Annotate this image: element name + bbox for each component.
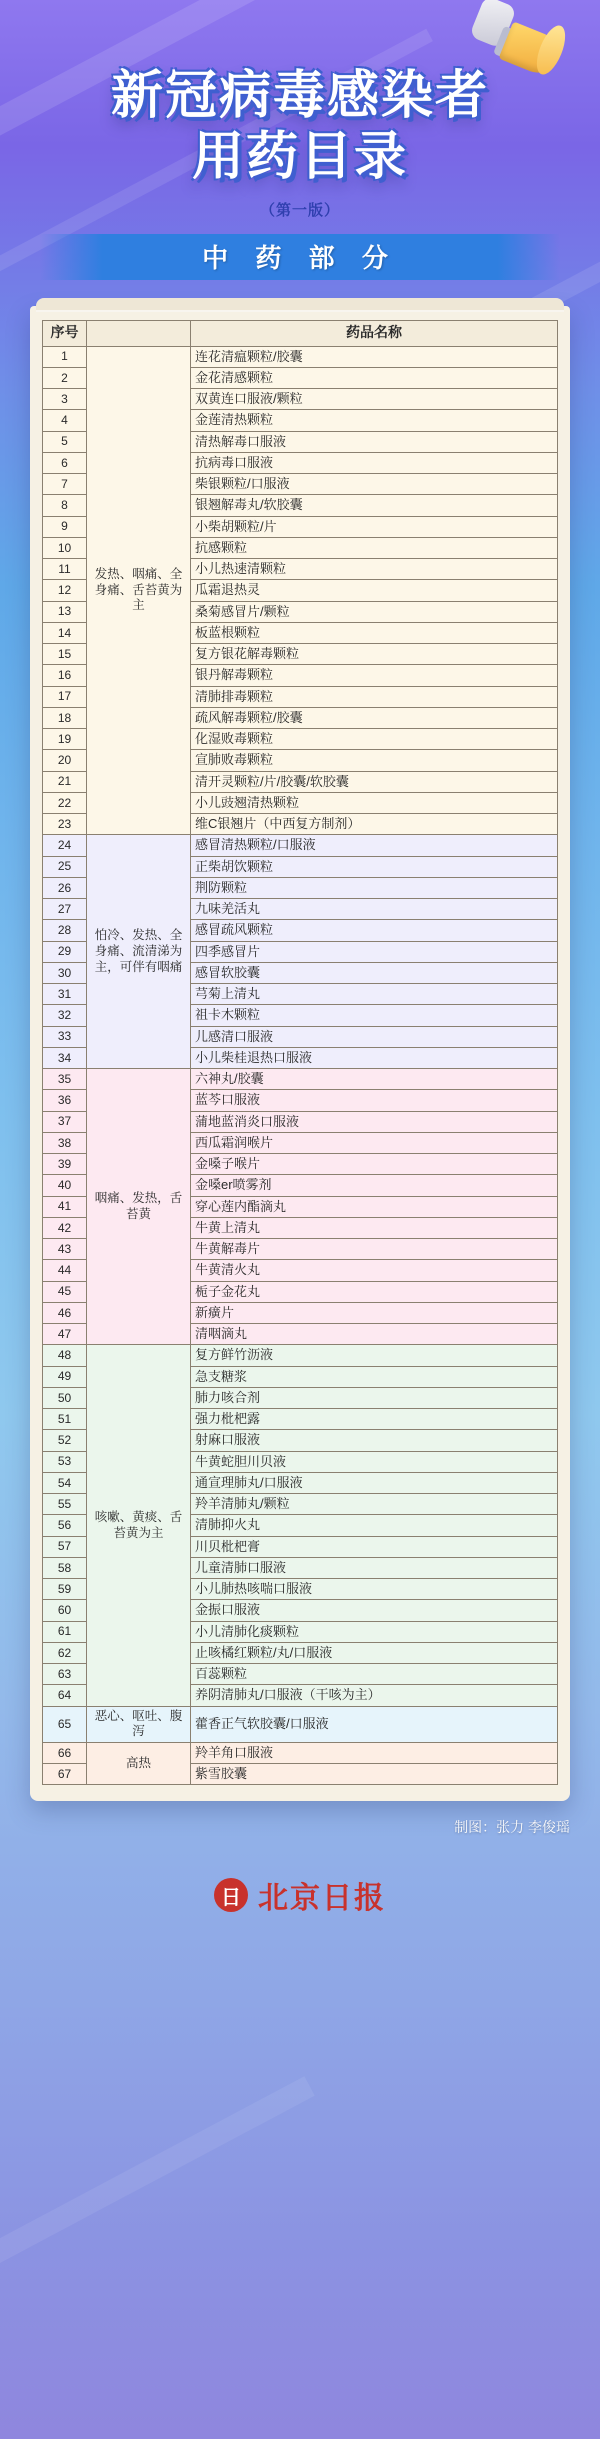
cell-index: 39 [43,1154,87,1175]
cell-index: 15 [43,644,87,665]
cell-index: 65 [43,1706,87,1742]
cell-index: 54 [43,1472,87,1493]
cell-index: 18 [43,707,87,728]
cell-drug-name: 儿感清口服液 [191,1026,558,1047]
cell-index: 9 [43,516,87,537]
cell-drug-name: 川贝枇杷膏 [191,1536,558,1557]
cell-index: 43 [43,1239,87,1260]
cell-drug-name: 宣肺败毒颗粒 [191,750,558,771]
cell-index: 25 [43,856,87,877]
cell-index: 17 [43,686,87,707]
header-group [87,320,191,346]
cell-drug-name: 感冒清热颗粒/口服液 [191,835,558,856]
cell-drug-name: 感冒软胶囊 [191,962,558,983]
cell-drug-name: 小儿柴桂退热口服液 [191,1047,558,1068]
cell-index: 4 [43,410,87,431]
cell-drug-name: 芎菊上清丸 [191,984,558,1005]
title-line-1: 新冠病毒感染者 [110,66,489,126]
cell-index: 3 [43,389,87,410]
table-row [43,835,558,856]
cell-index: 57 [43,1536,87,1557]
cell-index: 24 [43,835,87,856]
cell-index: 62 [43,1642,87,1663]
cell-drug-name: 清咽滴丸 [191,1324,558,1345]
cell-index: 60 [43,1600,87,1621]
cell-drug-name: 百蕊颗粒 [191,1664,558,1685]
cell-index: 53 [43,1451,87,1472]
title-block [0,0,600,280]
cell-drug-name: 银翘解毒丸/软胶囊 [191,495,558,516]
cell-index: 22 [43,792,87,813]
cell-drug-name: 小柴胡颗粒/片 [191,516,558,537]
cell-drug-name: 清肺抑火丸 [191,1515,558,1536]
cell-group-label: 发热、咽痛、全身痛、舌苔黄为主 [87,346,191,835]
table-row [43,1706,558,1742]
cell-drug-name: 板蓝根颗粒 [191,622,558,643]
title-line-2: 用药目录 [191,127,408,188]
cell-index: 20 [43,750,87,771]
table-row [43,1069,558,1090]
cell-drug-name: 疏风解毒颗粒/胶囊 [191,707,558,728]
cell-drug-name: 金莲清热颗粒 [191,410,558,431]
cell-index: 5 [43,431,87,452]
cell-index: 38 [43,1132,87,1153]
cell-drug-name: 小儿热速清颗粒 [191,559,558,580]
seal-icon: 日 [214,1878,248,1912]
cell-index: 51 [43,1409,87,1430]
cell-index: 37 [43,1111,87,1132]
cell-index: 1 [43,346,87,367]
credit-line: 制图：张力 李俊瑶 [454,1819,570,1836]
table-header-row [43,320,558,346]
cell-index: 30 [43,962,87,983]
cell-drug-name: 抗病毒口服液 [191,452,558,473]
cell-drug-name: 肺力咳合剂 [191,1387,558,1408]
cell-index: 55 [43,1494,87,1515]
cell-drug-name: 藿香正气软胶囊/口服液 [191,1706,558,1742]
section-banner [40,234,560,280]
cell-index: 50 [43,1387,87,1408]
cell-drug-name: 西瓜霜润喉片 [191,1132,558,1153]
cell-drug-name: 四季感冒片 [191,941,558,962]
cell-drug-name: 瓜霜退热灵 [191,580,558,601]
cell-drug-name: 正柴胡饮颗粒 [191,856,558,877]
publisher-name: 北京日报 [258,1881,386,1917]
cell-drug-name: 金嗓子喉片 [191,1154,558,1175]
cell-index: 44 [43,1260,87,1281]
cell-drug-name: 六神丸/胶囊 [191,1069,558,1090]
decorative-streak [0,2076,315,2340]
cell-index: 45 [43,1281,87,1302]
cell-index: 19 [43,729,87,750]
cell-group-label: 咽痛、发热，舌苔黄 [87,1069,191,1345]
cell-drug-name: 抗感颗粒 [191,537,558,558]
table-row [43,1345,558,1366]
table-row [43,346,558,367]
cell-group-label: 怕冷、发热、全身痛、流清涕为主，可伴有咽痛 [87,835,191,1069]
cell-index: 28 [43,920,87,941]
cell-drug-name: 九味羌活丸 [191,899,558,920]
cell-index: 27 [43,899,87,920]
cell-index: 66 [43,1742,87,1763]
cell-index: 36 [43,1090,87,1111]
cell-drug-name: 止咳橘红颗粒/丸/口服液 [191,1642,558,1663]
cell-index: 35 [43,1069,87,1090]
cell-drug-name: 银丹解毒颗粒 [191,665,558,686]
cell-drug-name: 养阴清肺丸/口服液（干咳为主） [191,1685,558,1706]
cell-index: 31 [43,984,87,1005]
cell-drug-name: 桑菊感冒片/颗粒 [191,601,558,622]
cell-drug-name: 蒲地蓝消炎口服液 [191,1111,558,1132]
cell-drug-name: 栀子金花丸 [191,1281,558,1302]
cell-index: 6 [43,452,87,473]
cell-index: 29 [43,941,87,962]
cell-index: 16 [43,665,87,686]
cell-index: 7 [43,474,87,495]
cell-index: 64 [43,1685,87,1706]
drug-table-card [30,306,570,1802]
cell-drug-name: 新癀片 [191,1302,558,1323]
cell-drug-name: 复方鲜竹沥液 [191,1345,558,1366]
cell-drug-name: 清热解毒口服液 [191,431,558,452]
cell-drug-name: 清肺排毒颗粒 [191,686,558,707]
cell-drug-name: 强力枇杷露 [191,1409,558,1430]
cell-group-label: 恶心、呕吐、腹泻 [87,1706,191,1742]
cell-drug-name: 复方银花解毒颗粒 [191,644,558,665]
cell-drug-name: 牛黄蛇胆川贝液 [191,1451,558,1472]
publisher-logo [0,1873,600,1945]
cell-drug-name: 牛黄清火丸 [191,1260,558,1281]
cell-index: 11 [43,559,87,580]
cell-index: 8 [43,495,87,516]
cell-drug-name: 蓝芩口服液 [191,1090,558,1111]
cell-index: 42 [43,1217,87,1238]
table-row [43,1742,558,1763]
cell-index: 67 [43,1764,87,1785]
page-title [0,66,600,189]
cell-drug-name: 牛黄解毒片 [191,1239,558,1260]
cell-drug-name: 维C银翘片（中西复方制剂） [191,814,558,835]
cell-index: 10 [43,537,87,558]
header-name: 药品名称 [191,320,558,346]
cell-drug-name: 金花清感颗粒 [191,367,558,388]
edition-label: （第一版） [259,201,340,219]
cell-index: 41 [43,1196,87,1217]
drug-table [42,320,558,1786]
cell-index: 21 [43,771,87,792]
cell-index: 40 [43,1175,87,1196]
cell-drug-name: 穿心莲内酯滴丸 [191,1196,558,1217]
cell-drug-name: 金嗓er喷雾剂 [191,1175,558,1196]
cell-index: 56 [43,1515,87,1536]
cell-index: 32 [43,1005,87,1026]
cell-index: 33 [43,1026,87,1047]
cell-drug-name: 羚羊清肺丸/颗粒 [191,1494,558,1515]
cell-drug-name: 柴银颗粒/口服液 [191,474,558,495]
cell-index: 48 [43,1345,87,1366]
drug-table-body [43,346,558,1785]
cell-drug-name: 急支糖浆 [191,1366,558,1387]
header-index: 序号 [43,320,87,346]
cell-index: 59 [43,1579,87,1600]
cell-index: 63 [43,1664,87,1685]
cell-index: 61 [43,1621,87,1642]
cell-index: 46 [43,1302,87,1323]
cell-group-label: 咳嗽、黄痰、舌苔黄为主 [87,1345,191,1706]
cell-drug-name: 化湿败毒颗粒 [191,729,558,750]
cell-drug-name: 紫雪胶囊 [191,1764,558,1785]
cell-drug-name: 射麻口服液 [191,1430,558,1451]
cell-drug-name: 小儿清肺化痰颗粒 [191,1621,558,1642]
cell-index: 52 [43,1430,87,1451]
cell-index: 34 [43,1047,87,1068]
section-title: 中 药 部 分 [202,243,398,274]
cell-index: 12 [43,580,87,601]
cell-index: 26 [43,877,87,898]
cell-drug-name: 通宣理肺丸/口服液 [191,1472,558,1493]
cell-drug-name: 荆防颗粒 [191,877,558,898]
cell-drug-name: 牛黄上清丸 [191,1217,558,1238]
cell-index: 58 [43,1557,87,1578]
cell-drug-name: 儿童清肺口服液 [191,1557,558,1578]
cell-drug-name: 感冒疏风颗粒 [191,920,558,941]
cell-drug-name: 清开灵颗粒/片/胶囊/软胶囊 [191,771,558,792]
cell-drug-name: 小儿肺热咳喘口服液 [191,1579,558,1600]
cell-drug-name: 金振口服液 [191,1600,558,1621]
cell-index: 2 [43,367,87,388]
cell-index: 49 [43,1366,87,1387]
cell-index: 13 [43,601,87,622]
cell-drug-name: 小儿豉翘清热颗粒 [191,792,558,813]
cell-drug-name: 连花清瘟颗粒/胶囊 [191,346,558,367]
cell-drug-name: 祖卡木颗粒 [191,1005,558,1026]
cell-drug-name: 羚羊角口服液 [191,1742,558,1763]
cell-index: 14 [43,622,87,643]
cell-index: 23 [43,814,87,835]
cell-group-label: 高热 [87,1742,191,1785]
cell-index: 47 [43,1324,87,1345]
cell-drug-name: 双黄连口服液/颗粒 [191,389,558,410]
